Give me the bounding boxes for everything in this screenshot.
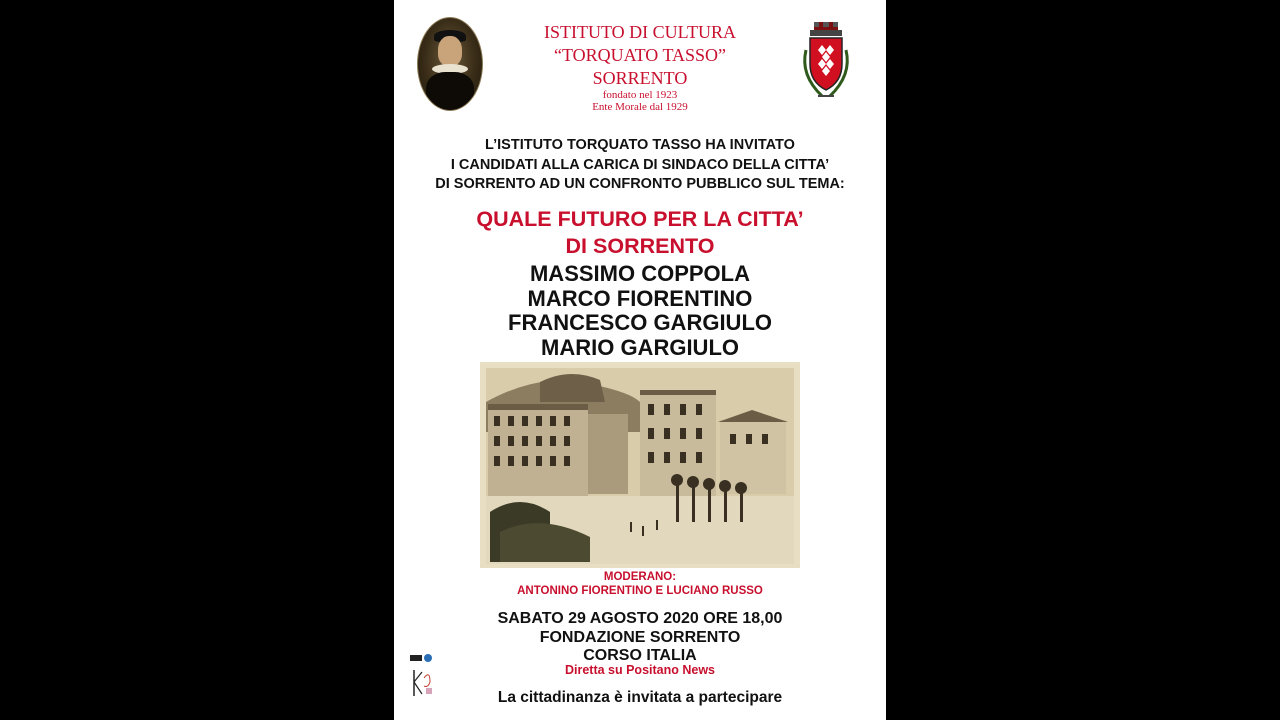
event-date: SABATO 29 AGOSTO 2020 ORE 18,00 bbox=[497, 610, 783, 627]
candidate-name: MARIO GARGIULO bbox=[541, 334, 739, 360]
moderators: MODERANO: ANTONINO FIORENTINO E LUCIANO RUSSO bbox=[517, 571, 763, 597]
event-street: CORSO ITALIA bbox=[583, 647, 697, 664]
intro-text: L’ISTITUTO TORQUATO TASSO HA INVITATO I CANDIDATI ALLA CARICA DI SINDACO DELLA CITTA’ DI SORRENTO AD UN CONFRONTO PUBBLICO SUL TEMA: bbox=[435, 137, 845, 192]
historic-sorrento-photo bbox=[480, 362, 800, 568]
candidate-list bbox=[394, 262, 886, 360]
candidate-name: FRANCESCO GARGIULO bbox=[508, 310, 772, 335]
candidate-name: MARCO FIORENTINO bbox=[527, 285, 753, 311]
event-venue: FONDAZIONE SORRENTO bbox=[539, 628, 741, 646]
event-details bbox=[394, 610, 886, 666]
sorrento-coat-of-arms bbox=[798, 20, 854, 102]
institute-name: ISTITUTO DI CULTURA “TORQUATO TASSO” SORRENTO bbox=[544, 22, 736, 88]
candidate-name: MASSIMO COPPOLA bbox=[529, 261, 750, 286]
live-stream-note: Diretta su Positano News bbox=[564, 663, 716, 677]
event-poster bbox=[394, 0, 886, 720]
institute-founded: fondato nel 1923 Ente Morale dal 1929 bbox=[592, 89, 688, 113]
invitation-text: La cittadinanza è invitata a partecipare bbox=[497, 689, 783, 706]
debate-topic: QUALE FUTURO PER LA CITTA’ DI SORRENTO bbox=[476, 207, 804, 258]
torquato-tasso-portrait bbox=[417, 17, 483, 111]
